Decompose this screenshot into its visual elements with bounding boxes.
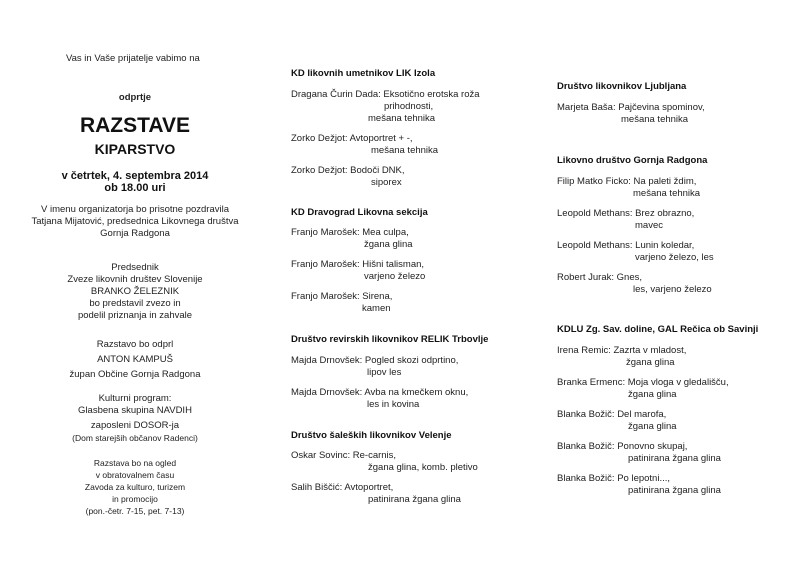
section-title: KD likovnih umetnikov LIK Izola [291,68,436,79]
artwork-entry: Marjeta Baša: Pajčevina spominov, mešana tehnika [557,102,705,125]
viewing-hours-block: Razstava bo na ogled v obratovalnem času Zavoda za kulturo, turizem in promocijo (pon.-četr. 7-15, pet. 7-13) [84,458,186,516]
artwork-entry: Robert Jurak: Gnes, les, varjeno železo [557,272,712,295]
artwork-entry: Leopold Methans: Brez obrazno, mavec [557,208,695,231]
section-title: Društvo likovnikov Ljubljana [557,81,687,92]
section-title: Društvo revirskih likovnikov RELIK Trbovlje [291,334,489,345]
section-title: Likovno društvo Gornja Radgona [557,155,708,166]
artwork-entry: Blanka Božič: Ponovno skupaj, patinirana žgana glina [557,441,721,464]
artwork-entry: Branka Ermenc: Moja vloga v gledališču, žgana glina [557,377,729,400]
section-title: KD Dravograd Likovna sekcija [291,207,428,218]
opening-label: odprtje [118,92,152,103]
event-date: v četrtek, 4. septembra 2014 ob 18.00 uri [61,170,209,194]
section-title: Društvo šaleških likovnikov Velenje [291,430,452,441]
artwork-entry: Majda Drnovšek: Pogled skozi odprtino, lipov les [291,355,459,378]
section-title: KDLU Zg. Sav. doline, GAL Rečica ob Savinji [557,324,759,335]
artwork-entry: Filip Matko Ficko: Na paleti ždim, mešana tehnika [557,176,701,199]
artwork-entry: Franjo Marošek: Sirena, kamen [291,291,393,314]
artwork-entry: Irena Remic: Zazrta v mladost, žgana glina [557,345,687,368]
artwork-entry: Dragana Čurin Dada: Eksotično erotska roža prihodnosti, mešana tehnika [291,89,480,124]
artwork-entry: Blanka Božič: Po lepotni..., patinirana žgana glina [557,473,721,496]
artwork-entry: Franjo Marošek: Hišni talisman, varjeno železo [291,259,426,282]
cultural-program-block: Kulturni program: Glasbena skupina NAVDIH zaposleni DOSOR-ja (Dom starejših občanov Radenci) [72,393,198,443]
artwork-entry: Zorko Dežjot: Avtoportret + -, mešana tehnika [291,133,439,156]
exhibition-title: RAZSTAVE [79,114,191,137]
artwork-entry: Zorko Dežjot: Bodoči DNK, siporex [291,165,405,188]
opener-block: Razstavo bo odprl ANTON KAMPUŠ župan Občine Gornja Radgona [69,339,201,380]
artwork-entry: Oskar Sovinc: Re-carnis, žgana glina, komb. pletivo [291,450,478,473]
exhibition-subtitle: KIPARSTVO [94,141,176,157]
artwork-entry: Majda Drnovšek: Avba na kmečkem oknu, les in kovina [291,387,469,410]
greeting-block: V imenu organizatorja bo prisotne pozdravila Tatjana Mijatović, predsednica Likovnega društva Gornja Radgona [31,204,239,239]
president-block: Predsednik Zveze likovnih društev Slovenije BRANKO ŽELEZNIK bo predstavil zvezo in podelil priznanja in zahvale [67,262,203,321]
artwork-entry: Leopold Methans: Lunin koledar, varjeno železo, les [557,240,714,263]
artwork-entry: Blanka Božič: Del marofa, žgana glina [557,409,677,432]
artwork-entry: Salih Biščić: Avtoportret, patinirana žgana glina [291,482,461,505]
invitation-line: Vas in Vaše prijatelje vabimo na [66,53,200,64]
artwork-entry: Franjo Marošek: Mea culpa, žgana glina [291,227,413,250]
